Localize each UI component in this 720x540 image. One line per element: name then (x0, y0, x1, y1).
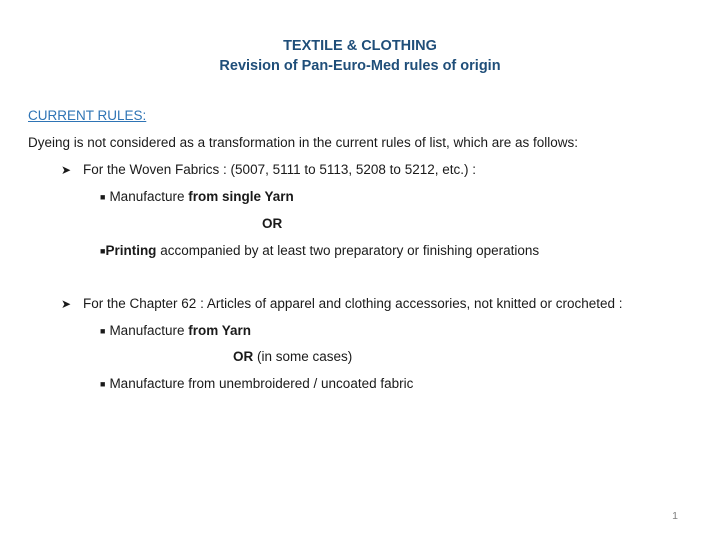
bullet-text: For the Chapter 62 : Articles of apparel and clothing accessories, not knitted or crocheted : (83, 296, 623, 311)
title-line-2: Revision of Pan-Euro-Med rules of origin (219, 58, 501, 74)
bullet-item-woven-fabrics (61, 162, 476, 177)
sub-bullet-item (100, 376, 413, 391)
or-note: (in some cases) (253, 349, 353, 364)
arrow-bullet-icon: ➤ (61, 297, 72, 311)
sub-bullet-text: Manufacture from unembroidered / uncoated fabric (109, 376, 414, 391)
sub-bullet-bold: Printing (105, 243, 157, 258)
sub-bullet-bold: from Yarn (188, 323, 252, 338)
sub-bullet-item (100, 189, 294, 204)
section-heading: CURRENT RULES: (28, 108, 147, 123)
or-label: OR (233, 349, 254, 364)
sub-bullet-bold: from single Yarn (188, 189, 294, 204)
square-bullet-icon: ■ (100, 326, 106, 336)
sub-bullet-prefix: Manufacture (109, 189, 189, 204)
sub-bullet-rest: accompanied by at least two preparatory or finishing operations (156, 243, 540, 258)
slide-title (0, 36, 720, 76)
square-bullet-icon: ■ (100, 379, 106, 389)
sub-bullet-item (100, 323, 251, 338)
arrow-bullet-icon: ➤ (61, 163, 72, 177)
bullet-text: For the Woven Fabrics : (5007, 5111 to 5113, 5208 to 5212, etc.) : (83, 162, 476, 177)
sub-bullet-prefix: Manufacture (109, 323, 189, 338)
bullet-item-chapter-62 (61, 296, 623, 311)
intro-text: Dyeing is not considered as a transformation in the current rules of list, which are as follows: (28, 135, 579, 150)
square-bullet-icon: ■ (100, 246, 106, 256)
or-line (233, 349, 352, 364)
page-number: 1 (672, 510, 678, 522)
title-line-1: TEXTILE & CLOTHING (283, 38, 437, 54)
square-bullet-icon: ■ (100, 192, 106, 202)
sub-bullet-item (100, 243, 539, 258)
or-label: OR (262, 216, 283, 231)
